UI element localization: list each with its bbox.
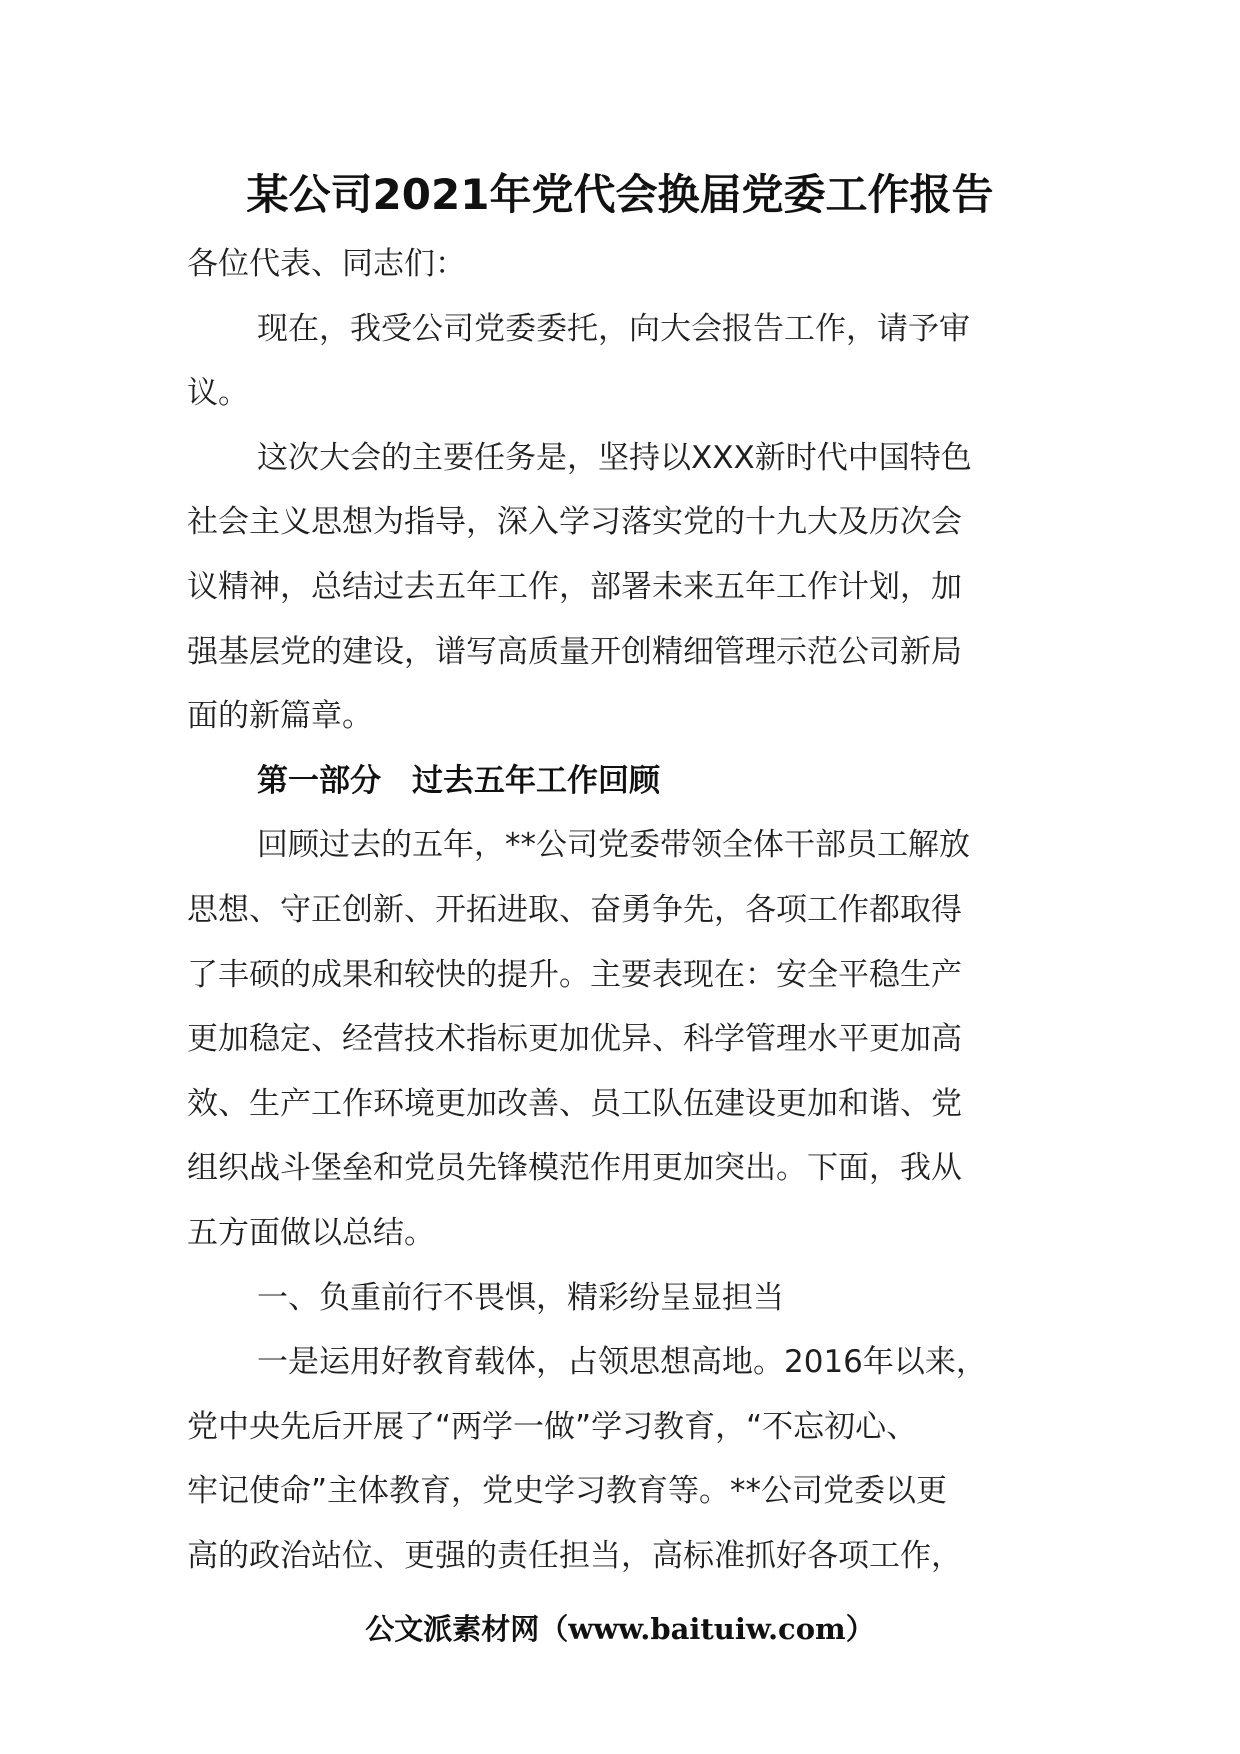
text-line: 牢记使命”主体教育，党史学习教育等。**公司党委以更 — [187, 1473, 948, 1510]
document-body — [187, 232, 1055, 1588]
text-line: 面的新篇章。 — [187, 698, 373, 735]
section-heading: 第一部分 过去五年工作回顾 — [257, 762, 660, 799]
text-line: 思想、守正创新、开拓进取、奋勇争先，各项工作都取得 — [187, 891, 962, 928]
text-line: 现在，我受公司党委委托，向大会报告工作，请予审 — [257, 310, 970, 347]
text-line: 了丰硕的成果和较快的提升。主要表现在：安全平稳生产 — [187, 956, 962, 993]
text-line: 组织战斗堡垒和党员先锋模范作用更加突出。下面，我从 — [187, 1150, 962, 1187]
text-line: 回顾过去的五年，**公司党委带领全体干部员工解放 — [257, 827, 970, 864]
watermark-footer: 公文派素材网（www.baituiw.com） — [365, 1612, 875, 1646]
text-line: 高的政治站位、更强的责任担当，高标准抓好各项工作， — [187, 1537, 962, 1574]
text-line: 更加稳定、经营技术指标更加优异、科学管理水平更加高 — [187, 1021, 962, 1058]
text-line: 各位代表、同志们： — [187, 246, 466, 282]
text-line: 一是运用好教育载体，占领思想高地。2016年以来， — [257, 1344, 987, 1381]
document-title: 某公司2021年党代会换届党委工作报告 — [246, 170, 994, 219]
text-line: 社会主义思想为指导，深入学习落实党的十九大及历次会 — [187, 504, 962, 541]
text-line: 效、生产工作环境更加改善、员工队伍建设更加和谐、党 — [187, 1085, 962, 1122]
text-line: 这次大会的主要任务是，坚持以XXX新时代中国特色 — [257, 439, 972, 476]
text-line: 议精神，总结过去五年工作，部署未来五年工作计划，加 — [187, 568, 962, 605]
text-line: 议。 — [187, 375, 249, 412]
text-line: 一、负重前行不畏惧，精彩纷呈显担当 — [257, 1279, 784, 1316]
text-line: 五方面做以总结。 — [187, 1214, 435, 1251]
text-line: 党中央先后开展了“两学一做”学习教育，“不忘初心、 — [187, 1408, 918, 1445]
text-line: 强基层党的建设，谱写高质量开创精细管理示范公司新局 — [187, 633, 962, 670]
